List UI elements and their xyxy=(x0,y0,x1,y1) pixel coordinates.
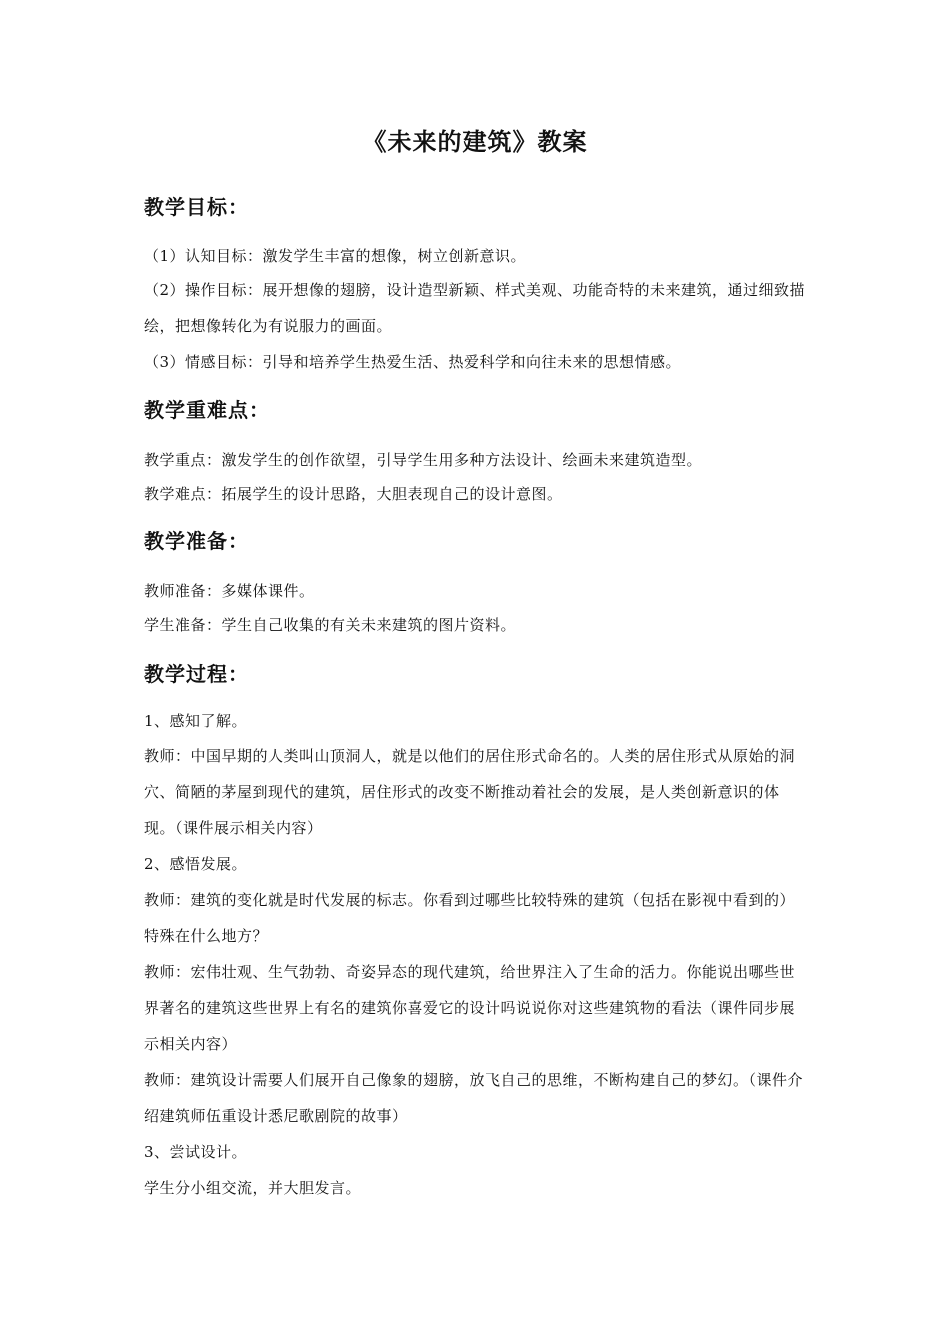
paragraph-cognitive-objective: （1）认知目标：激发学生丰富的想像，树立创新意识。 xyxy=(144,247,527,265)
paragraph-operational-objective: （2）操作目标：展开想像的翅膀，设计造型新颖、样式美观、功能奇特的未来建筑，通过细致描绘，把想像转化为有说服力的画面。 xyxy=(144,281,806,335)
paragraph-student-preparation: 学生准备：学生自己收集的有关未来建筑的图片资料。 xyxy=(144,616,517,634)
section-heading-objectives: 教学目标： xyxy=(144,195,249,219)
paragraph-step-2: 2、感悟发展。 xyxy=(144,855,248,873)
paragraph-group-discussion: 学生分小组交流，并大胆发言。 xyxy=(144,1179,362,1197)
paragraph-emotional-objective: （3）情感目标：引导和培养学生热爱生活、热爱科学和向往未来的思想情感。 xyxy=(144,353,682,371)
paragraph-teacher-speech-1: 教师：中国早期的人类叫山顶洞人，就是以他们的居住形式命名的。人类的居住形式从原始的洞穴、简陋的茅屋到现代的建筑，居住形式的改变不断推动着社会的发展，是人类创新意识的体现。（课件展示相关内容） xyxy=(144,747,796,837)
paragraph-teacher-preparation: 教师准备：多媒体课件。 xyxy=(144,582,315,600)
section-heading-preparation: 教学准备： xyxy=(144,529,249,553)
paragraph-step-1: 1、感知了解。 xyxy=(144,712,248,730)
section-heading-process: 教学过程： xyxy=(144,662,249,686)
paragraph-key-point: 教学重点：激发学生的创作欲望，引导学生用多种方法设计、绘画未来建筑造型。 xyxy=(144,451,703,469)
paragraph-teacher-speech-4: 教师：建筑设计需要人们展开自己像象的翅膀，放飞自己的思维，不断构建自己的梦幻。（课件介绍建筑师伍重设计悉尼歌剧院的故事） xyxy=(144,1071,804,1125)
section-heading-key-points: 教学重难点： xyxy=(144,398,270,422)
document-title: 《未来的建筑》教案 xyxy=(362,128,588,156)
paragraph-difficult-point: 教学难点：拓展学生的设计思路，大胆表现自己的设计意图。 xyxy=(144,485,563,503)
paragraph-teacher-speech-2: 教师：建筑的变化就是时代发展的标志。你看到过哪些比较特殊的建筑（包括在影视中看到的）特殊在什么地方？ xyxy=(144,891,796,945)
paragraph-step-3: 3、尝试设计。 xyxy=(144,1143,248,1161)
paragraph-teacher-speech-3: 教师：宏伟壮观、生气勃勃、奇姿异态的现代建筑，给世界注入了生命的活力。你能说出哪些世界著名的建筑这些世界上有名的建筑你喜爱它的设计吗说说你对这些建筑物的看法（课件同步展示相关内容） xyxy=(144,963,796,1053)
